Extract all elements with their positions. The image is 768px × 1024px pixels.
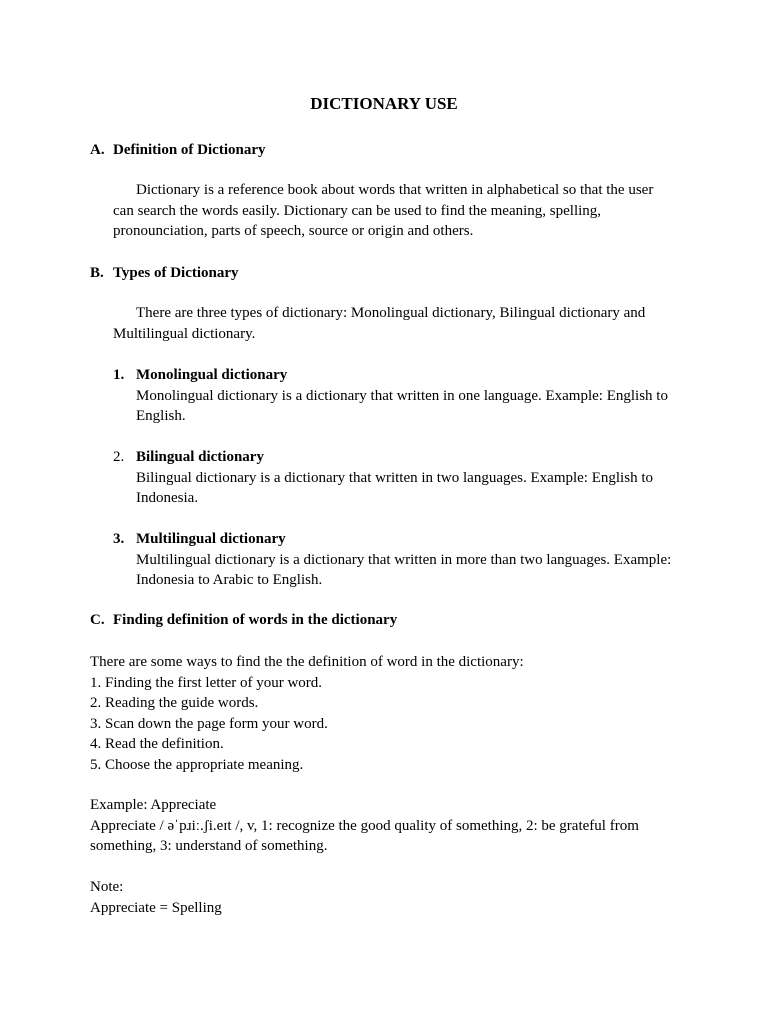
- section-a-paragraph: [113, 180, 673, 242]
- list-item-title: Monolingual dictionary: [136, 367, 288, 383]
- step-item: 4. Read the definition.: [90, 736, 224, 752]
- list-item-number: 2.: [113, 449, 125, 465]
- step-item: 3. Scan down the page form your word.: [90, 715, 328, 732]
- example-definition-line: something, 3: understand of something.: [90, 838, 328, 854]
- example-block: [90, 795, 690, 857]
- step-item: 2. Reading the guide words.: [90, 695, 259, 711]
- section-c-steps: [90, 652, 690, 775]
- list-item-bilingual: [113, 447, 678, 509]
- step-item: 5. Choose the appropriate meaning.: [90, 756, 304, 773]
- document-title: DICTIONARY USE: [310, 94, 458, 113]
- section-heading-b: [90, 263, 239, 283]
- example-definition-line: Appreciate / əˈpɹiː.ʃi.eɪt /, v, 1: recognize the good quality of something, 2: be grateful from: [90, 817, 639, 834]
- list-item-text: Multilingual dictionary is a dictionary that written in more than two languages. Example: Indonesia to Arabic to English.: [136, 551, 672, 589]
- list-item-text: Bilingual dictionary is a dictionary that written in two languages. Example: English to Indonesia.: [136, 469, 653, 507]
- section-heading-text: Finding definition of words in the dictionary: [113, 612, 398, 628]
- section-b-paragraph: [113, 303, 673, 344]
- list-item-title: Multilingual dictionary: [136, 531, 286, 547]
- note-label: Note:: [90, 879, 124, 895]
- paragraph-text: Dictionary is a reference book about words that written in alphabetical so that the user can search the words easily. Dictionary can be used to find the meaning, spelling, pronounciation, parts of speech, source or origin and others.: [113, 182, 654, 240]
- list-item-monolingual: [113, 365, 678, 427]
- step-item: 1. Finding the first letter of your word.: [90, 674, 323, 691]
- list-item-text: Monolingual dictionary is a dictionary that written in one language. Example: English to English.: [136, 387, 668, 425]
- section-heading-text: Types of Dictionary: [113, 265, 239, 281]
- list-item-number: 1.: [113, 367, 125, 383]
- section-letter: A.: [90, 142, 105, 158]
- section-heading-a: [90, 140, 265, 160]
- list-item-title: Bilingual dictionary: [136, 449, 264, 465]
- section-heading-c: [90, 610, 397, 630]
- section-letter: B.: [90, 265, 104, 281]
- list-item-multilingual: [113, 529, 678, 591]
- example-label: Example: Appreciate: [90, 797, 217, 813]
- section-heading-text: Definition of Dictionary: [113, 142, 266, 158]
- steps-intro: There are some ways to find the the definition of word in the dictionary:: [90, 654, 524, 670]
- section-letter: C.: [90, 612, 105, 628]
- list-item-number: 3.: [113, 531, 125, 547]
- paragraph-text: There are three types of dictionary: Monolingual dictionary, Bilingual dictionary and Multilingual dictionary.: [113, 305, 646, 342]
- note-block: [90, 877, 690, 918]
- note-text: Appreciate = Spelling: [90, 899, 222, 916]
